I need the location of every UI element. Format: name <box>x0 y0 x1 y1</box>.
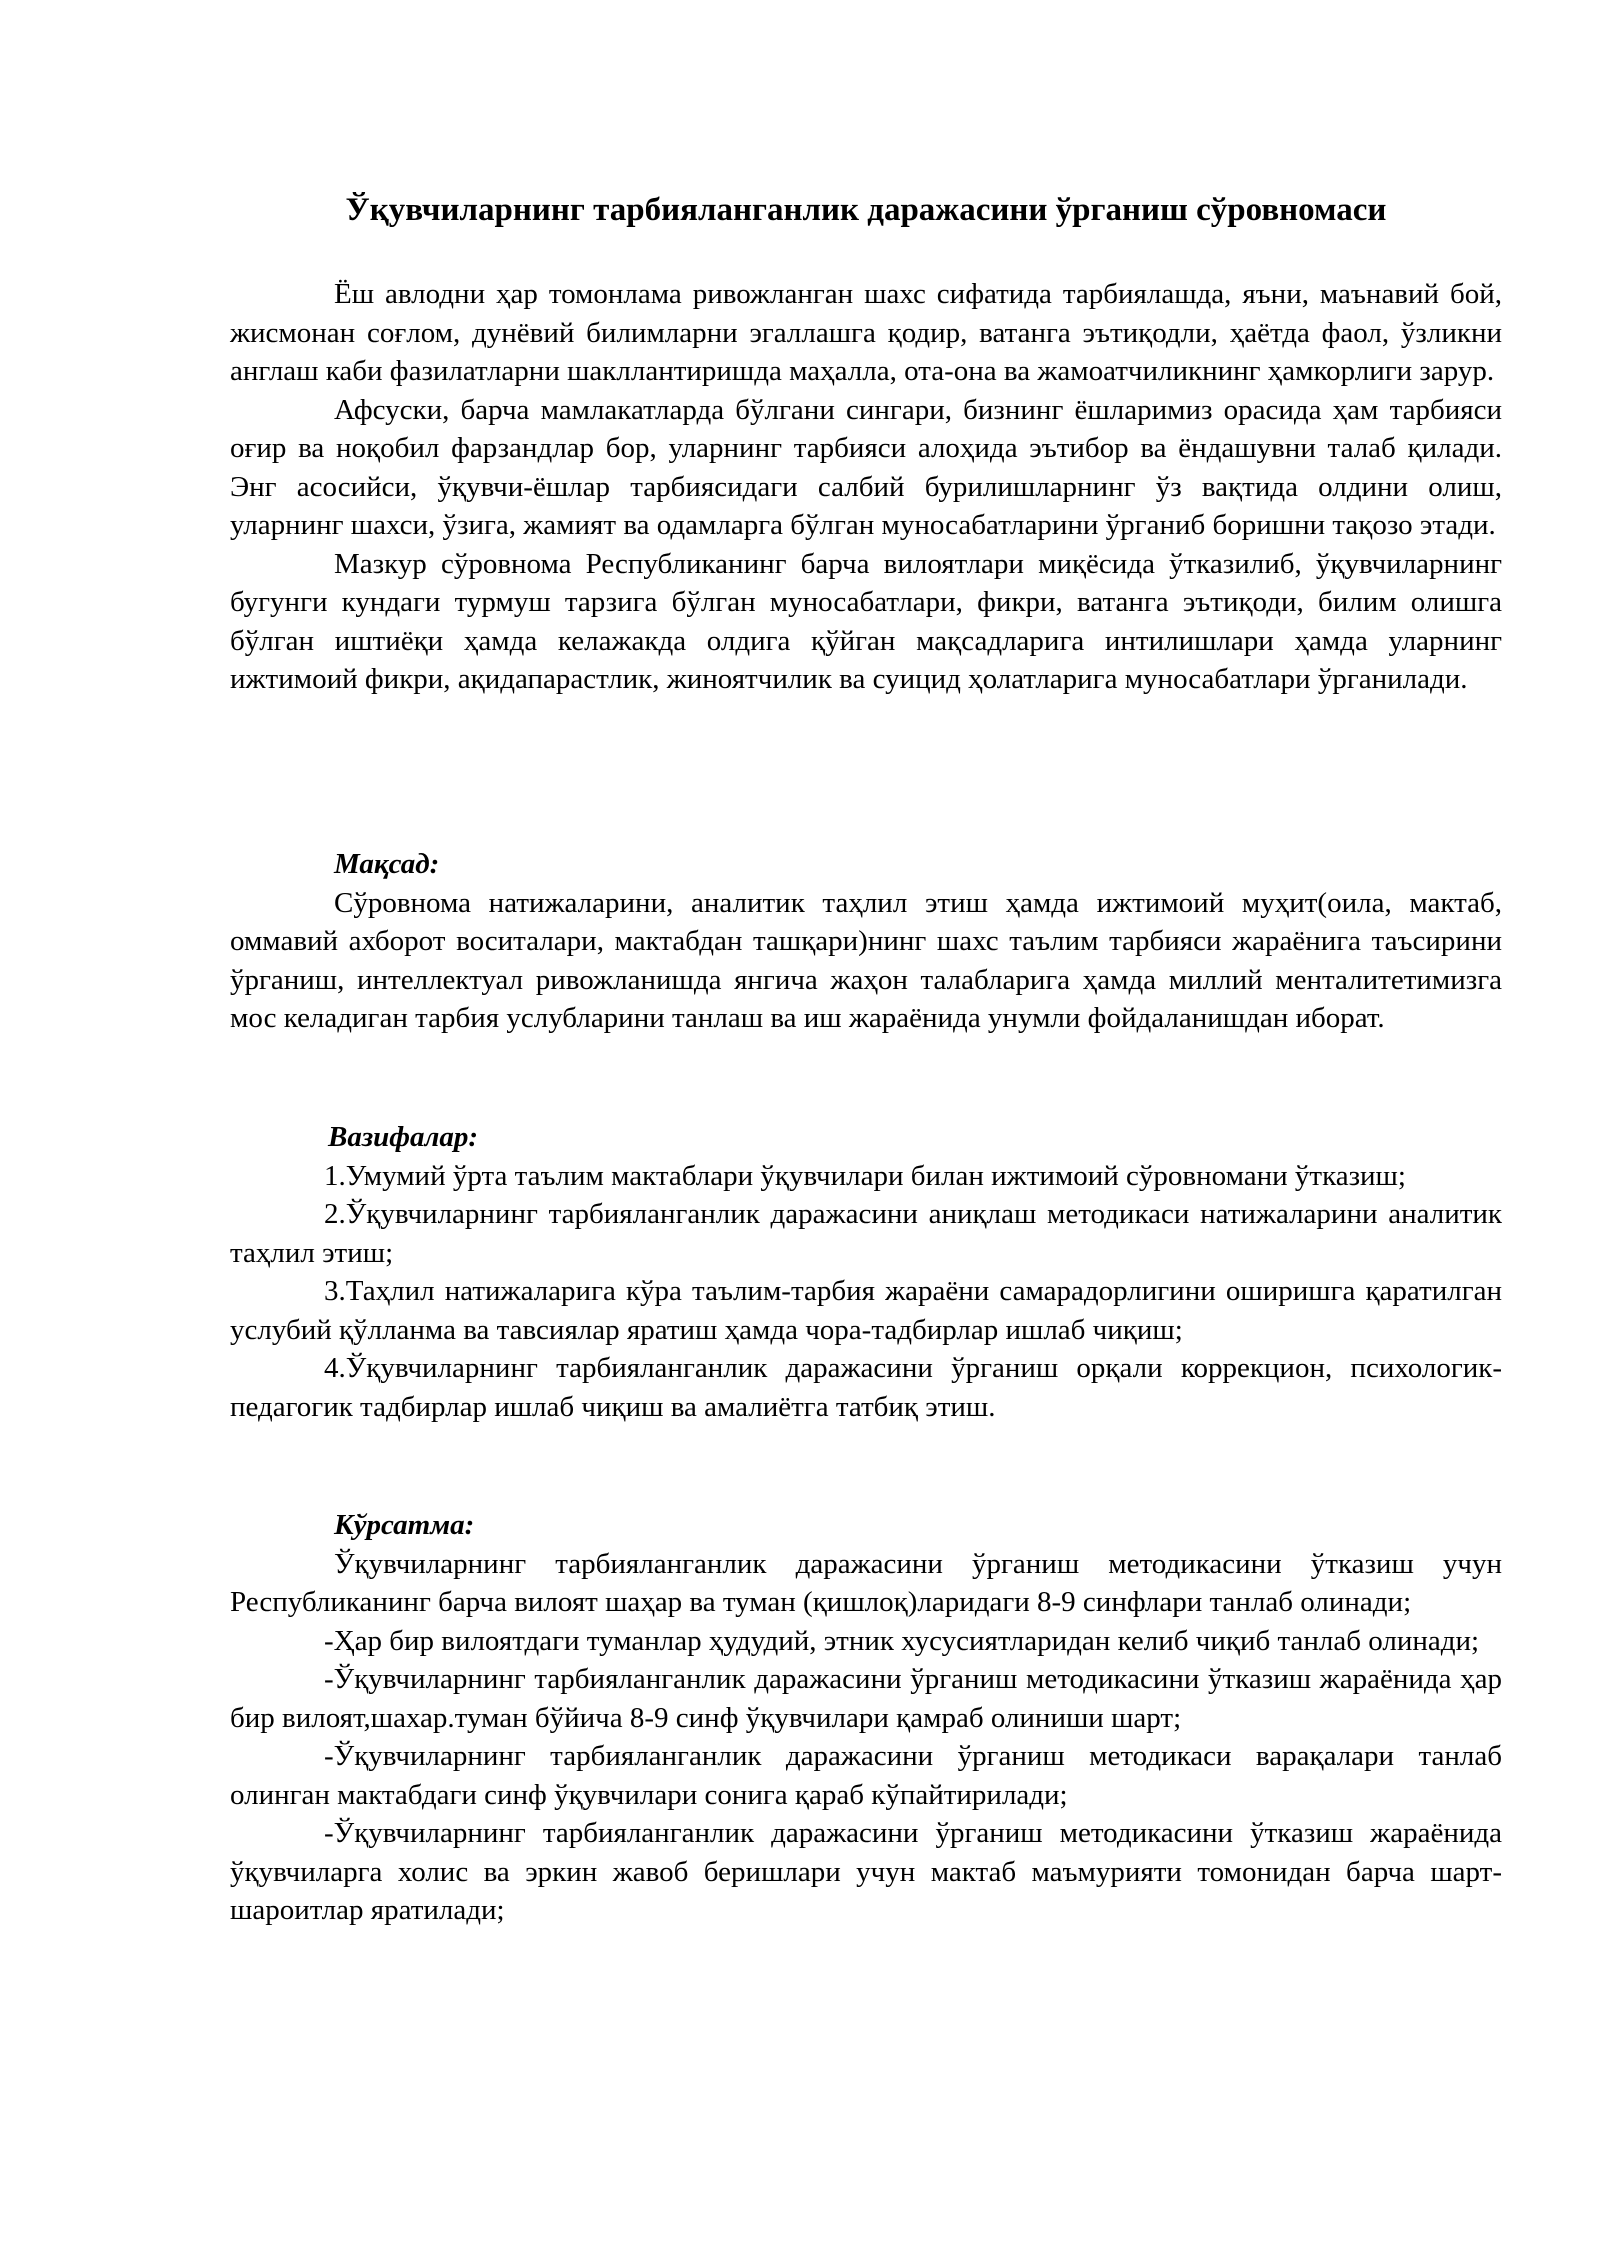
task-item: 2.Ўқувчиларнинг тарбияланганлик даражасини аниқлаш методикаси натижаларини аналитик таҳлил этиш; <box>230 1198 1502 1269</box>
task-item: 4.Ўқувчиларнинг тарбияланганлик даражасини ўрганиш орқали коррекцион, психологик-педагогик тадбирлар ишлаб чиқиш ва амалиётга татбиқ этиш. <box>230 1352 1502 1423</box>
goal-section <box>230 845 1502 1038</box>
guidance-item: -Ўқувчиларнинг тарбияланганлик даражасини ўрганиш методикасини ўтказиш жараёнида ҳар бир вилоят,шахар.туман бўйича 8-9 синф ўқувчилари қамраб олиниши шарт; <box>230 1663 1502 1734</box>
goal-heading: Мақсад: <box>334 848 440 880</box>
guidance-heading: Кўрсатма: <box>334 1509 475 1541</box>
document-title: Ўқувчиларнинг тарбияланганлик даражасини ўрганиш сўровномаси <box>345 192 1387 228</box>
guidance-item: -Ҳар бир вилоятдаги туманлар ҳудудий, этник хусусиятларидан келиб чиқиб танлаб олинади; <box>324 1624 1480 1657</box>
guidance-item: Ўқувчиларнинг тарбияланганлик даражасини ўрганиш методикасини ўтказиш учун Республиканинг барча вилоят шаҳар ва туман (қишлоқ)ларидаги 8-9 синфлари танлаб олинади; <box>230 1547 1502 1618</box>
goal-text: Сўровнома натижаларини, аналитик таҳлил этиш ҳамда ижтимоий муҳит(оила, мактаб, оммавий ахборот воситалари, мактабдан ташқари)нинг шахс таълим тарбияси жараёнига таъсирини ўрганиш, интеллектуал ривожланишда янгича жаҳон талабларига ҳамда миллий менталитетимизга мос келадиган тарбия услубларини танлаш ва иш жараёнида унумли фойдаланишдан иборат. <box>230 886 1502 1034</box>
guidance-item: -Ўқувчиларнинг тарбияланганлик даражасини ўрганиш методикаси варақалари танлаб олинган мактабдаги синф ўқувчилари сонига қараб кўпайтирилади; <box>230 1740 1502 1811</box>
task-item: 1.Умумий ўрта таълим мактаблари ўқувчилари билан ижтимоий сўровномани ўтказиш; <box>324 1159 1406 1192</box>
intro-paragraph: Ёш авлодни ҳар томонлама ривожланган шахс сифатида тарбиялашда, яъни, маънавий бой, жисмонан соғлом, дунёвий билимларни эгаллашга қодир, ватанга эътиқодли, ҳаётда фаол, ўзликни англаш каби фазилатларни шакллантиришда маҳалла, ота-она ва жамоатчиликнинг ҳамкорлиги зарур. <box>230 278 1502 387</box>
tasks-section <box>230 1118 1502 1426</box>
guidance-item: -Ўқувчиларнинг тарбияланганлик даражасини ўрганиш методикасини ўтказиш жараёнида ўқувчиларга холис ва эркин жавоб беришлари учун мактаб маъмурияти томонидан барча шарт-шароитлар яратилади; <box>230 1817 1502 1926</box>
tasks-heading: Вазифалар: <box>328 1121 479 1153</box>
intro-section <box>230 275 1502 699</box>
task-item: 3.Таҳлил натижаларига кўра таълим-тарбия жараёни самарадорлигини оширишга қаратилган услубий қўлланма ва тавсиялар яратиш ҳамда чора-тадбирлар ишлаб чиқиш; <box>230 1275 1502 1346</box>
intro-paragraph: Афсуски, барча мамлакатларда бўлгани сингари, бизнинг ёшларимиз орасида ҳам тарбияси оғир ва ноқобил фарзандлар бор, уларнинг тарбияси алоҳида эътибор ва ёндашувни талаб қилади. Энг асосийси, ўқувчи-ёшлар тарбиясидаги салбий бурилишларнинг ўз вақтида олдини олиш, уларнинг шахси, ўзига, жамият ва одамларга бўлган муносабатларини ўрганиб боришни тақозо этади. <box>230 393 1502 541</box>
intro-paragraph: Мазкур сўровнома Республиканинг барча вилоятлари миқёсида ўтказилиб, ўқувчиларнинг бугунги кундаги турмуш тарзига бўлган муносабатлари, фикри, ватанга эътиқоди, билим олишга бўлган иштиёқи ҳамда келажакда олдига қўйган мақсадларига интилишлари ҳамда уларнинг ижтимоий фикри, ақидапарастлик, жиноятчилик ва суицид ҳолатларига муносабатлари ўрганилади. <box>230 547 1502 695</box>
guidance-section <box>230 1506 1502 1930</box>
